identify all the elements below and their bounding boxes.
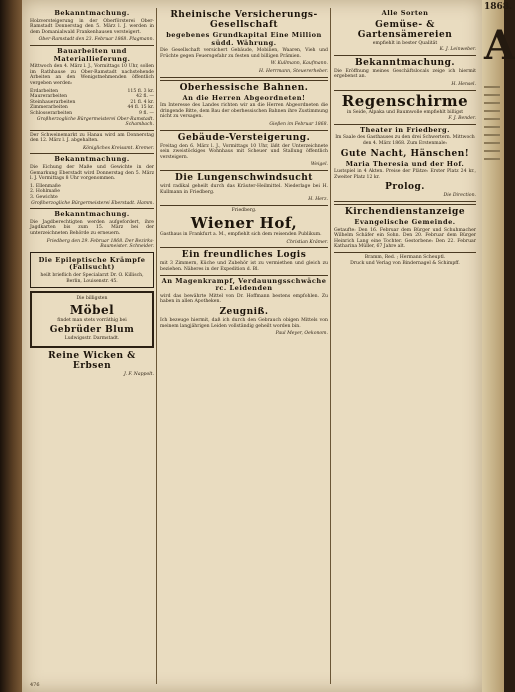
- railway-text: Im Interesse des Landes richten wir an die Herren Abgeordneten die dringende Bitte, dem Bau der oberhessischen Bahnen ihre Zustimmung nicht zu versagen.: [160, 103, 328, 120]
- item-row: 1. Ellenmaße: [30, 183, 61, 189]
- cure-text: wird radikal geheilt durch das Kräuter-Heilmittel. Niederlage bei H. Kullmann in Friedberg.: [160, 183, 328, 195]
- book-binding: [0, 0, 22, 692]
- seeds-seller: K. J. Leinweber.: [439, 47, 476, 53]
- theater-text: Im Saale des Gasthauses zu den drei Schwertern. Mittwoch den 4. März 1868. Zum Erstenmale:: [335, 135, 475, 146]
- auction-signature: Weigel.: [310, 162, 328, 168]
- column-1: [30, 8, 154, 380]
- printer-line: Druck und Verlag von Bindernagel & Schimpff.: [350, 261, 460, 267]
- notice-text: Die Eichung der Maße und Gewichte in der Gemarkung Eberstadt wird Donnerstag den 5. März l. J. Vormittags 8 Uhr vorgenommen.: [30, 165, 154, 182]
- notice-signature: Ober-Ramstadt den 23. Februar 1868. Plagmann.: [38, 37, 154, 43]
- hotel-name: Wiener Hof,: [190, 214, 298, 233]
- divider: [334, 55, 476, 56]
- railway-subheading: An die Herren Abgeordneten!: [182, 93, 306, 102]
- testimonial-signature: Paul Meyer, Oekonom.: [275, 331, 328, 337]
- epilepsy-ad: [30, 252, 154, 288]
- divider: [160, 205, 328, 206]
- next-page-initial: A: [484, 22, 515, 69]
- notice-heading: Bekanntmachung.: [54, 155, 130, 164]
- notice-heading: Bauarbeiten und Materiallieferung.: [53, 46, 131, 63]
- insurance-subtitle: begebenes Grundkapital Eine Million südd. Währung.: [166, 31, 322, 47]
- next-page-edge: [482, 0, 515, 692]
- lodging-text: mit 3 Zimmern, Küche und Zubehör ist zu vermiethen und gleich zu beziehen. Näheres in der Expedition d. Bl.: [160, 261, 328, 273]
- cost-row: Maurerarbeiten 42 fl. —: [30, 94, 154, 100]
- umbrella-seller: F. J. Bender.: [448, 116, 476, 122]
- theater-prologue: Prolog.: [385, 182, 425, 193]
- hotel-text: Gasthaus in Frankfurt a. M., empfiehlt sich dem reisenden Publikum.: [160, 232, 322, 238]
- church-heading: Kirchendienstanzeige: [344, 206, 466, 217]
- next-page-lines: [484, 80, 502, 166]
- insurance-text: Die Gesellschaft versichert Gebäude, Mobilien, Waaren, Vieh und Früchte gegen Feuersgefahr zu festen und billigen Prämien.: [160, 48, 328, 59]
- theater-play-subtitle: Maria Theresia und der Hof.: [345, 159, 465, 168]
- notice-heading: Bekanntmachung.: [354, 57, 456, 68]
- item-list: [30, 184, 154, 201]
- theater-heading: Theater in Friedberg.: [360, 125, 450, 134]
- ad-big-title: Möbel: [69, 302, 115, 317]
- ad-small-text: Die billigsten: [76, 296, 108, 302]
- notice-heading: Bekanntmachung.: [54, 9, 130, 17]
- insurance-agent: W. Kullmann, Kaufmann.: [270, 61, 328, 67]
- cost-row: Erdarbeiten 115 fl. 3 kr.: [30, 88, 154, 94]
- stomach-text: wird das bewährte Mittel von Dr. Hoffmann bestens empfohlen. Zu haben in allen Apotheken.: [160, 293, 328, 305]
- vetch-ad-seller: J. F. Nappolt.: [124, 371, 154, 377]
- editor-line: Bramm, Red. ; Hermann Scheuptl.: [364, 254, 446, 260]
- auction-text: Freitag den 6. März l. J., Vormittags 10 Uhr, läßt der Unterzeichnete sein zweistöckiges Wohnhaus mit Scheuer und Stallung öffentlich versteigern.: [160, 143, 328, 160]
- cure-signature: H. Herz.: [308, 197, 328, 203]
- furniture-ad: [30, 291, 154, 348]
- cost-row: Schlosserarbeiten 9 fl. —: [30, 110, 154, 116]
- umbrella-title: Regenschirme: [341, 91, 469, 110]
- ad-text: heilt brieflich der Specialarzt Dr. O. Killisch, Berlin, Louisenstr. 45.: [40, 272, 144, 284]
- auction-heading: Gebäude-Versteigerung.: [177, 132, 311, 143]
- ad-address: Ludwigsstr. Darmstadt.: [64, 336, 120, 342]
- seeds-text: empfiehlt in bester Qualität: [372, 40, 438, 46]
- seeds-title: Gemüse- & Gartensämereien: [357, 19, 453, 40]
- notice-text: Die Eröffnung meines Geschäftslocals zeige ich hiermit ergebenst an.: [334, 68, 476, 80]
- notice-text: Mittwoch den 4. März l. J., Vormittags 10 Uhr, sollen im Rathhause zu Ober-Ramstadt nachstehende Arbeiten an den Wenigstnehmenden öffentlich vergeben werden:: [30, 64, 154, 86]
- notice-heading: Bekanntmachung.: [54, 210, 130, 219]
- church-subheading: Evangelische Gemeinde.: [354, 217, 456, 226]
- seeds-heading: Alle Sorten: [381, 9, 429, 17]
- cost-table: [30, 89, 154, 117]
- ad-small-text: findet man stets vorräthig bei: [57, 317, 127, 323]
- notice-signature: Großherzogliche Bürgermeisterei Ober-Ramstadt. Schambach.: [36, 116, 154, 128]
- notice-signature: Großherzogliche Bürgermeisterei Eberstadt. Hamm.: [31, 200, 154, 206]
- divider: [160, 247, 328, 248]
- notice-signature: Königliches Kreisamt. Kremer.: [82, 145, 154, 151]
- notice-signature: H. Hensel.: [451, 81, 476, 87]
- notice-signature: Friedberg den 29. Februar 1868. Der Bezirks-Baumeister. Schneider.: [46, 238, 154, 250]
- column-rule-2: [330, 8, 331, 684]
- cure-heading: Die Lungenschwindsucht: [175, 172, 313, 183]
- railway-heading: Oberhessische Bahnen.: [179, 82, 309, 93]
- umbrella-text: in Seide, Alpaka und Baumwolle empfiehlt billigst: [346, 109, 464, 115]
- column-3: [334, 8, 476, 268]
- divider: [30, 45, 154, 46]
- divider: [30, 130, 154, 131]
- divider: [160, 275, 328, 276]
- ad-heading: Die Epileptische Krämpfe (Fallsucht): [38, 255, 146, 272]
- notice-text: Die Jagdberechtigten werden aufgefordert, ihre Jagdkarten bis zum 15. März bei der unterzeichneten Behörde zu erneuern.: [30, 219, 154, 236]
- divider: [160, 130, 328, 131]
- cost-row: Steinhauerarbeiten 21 fl. 4 kr.: [30, 99, 154, 105]
- column-2: [160, 8, 328, 339]
- cost-row: Zimmerarbeiten 44 fl. 15 kr.: [30, 105, 154, 111]
- divider: [30, 208, 154, 209]
- divider: [30, 153, 154, 154]
- notice-text: Der Schweinemarkt zu Hanau wird am Donnerstag den 12. März l. J. abgehalten.: [30, 132, 154, 144]
- item-row: 3. Gewichte: [30, 195, 58, 201]
- insurance-agent-2: H. Herrmann, Steuererheber.: [259, 68, 328, 74]
- insurance-title: Rheinische Versicherungs-Gesellschaft: [170, 10, 318, 30]
- railway-signature: Gießen im Februar 1868.: [269, 121, 328, 127]
- theater-details: Lustspiel in 4 Akten. Preise der Plätze: Erster Platz 24 kr., Zweiter Platz 12 kr.: [334, 169, 476, 180]
- column-rule-1: [156, 8, 157, 684]
- item-row: 2. Hohlmaße: [30, 189, 60, 195]
- divider: [334, 124, 476, 125]
- divider: [334, 201, 476, 205]
- year-label: 1868.: [484, 2, 513, 12]
- hotel-owner: Christian Krämer.: [286, 239, 328, 245]
- page-number: 476: [30, 682, 40, 688]
- vetch-ad-title: Reine Wicken & Erbsen: [48, 350, 136, 371]
- divider: [334, 252, 476, 253]
- divider: [160, 77, 328, 81]
- testimonial-text: Ich bezeuge hiermit, daß ich durch den Gebrauch obigen Mittels von meinem langjährigen Leiden vollständig geheilt worden bin.: [160, 318, 328, 329]
- church-text: Getaufte: Den 16. Februar dem Bürger und Schuhmacher Wilhelm Schäfer ein Sohn. Den 20. Februar dem Bürger Heinrich Lang eine Tochter. Gestorbene: Den 22. Februar Katharina Müller, 67 Jahre alt.: [334, 227, 476, 250]
- testimonial-heading: Zeugniß.: [219, 307, 269, 318]
- divider: [160, 170, 328, 171]
- lodging-heading: Ein freundliches Logis: [181, 250, 307, 261]
- hotel-place: Friedberg.: [231, 207, 257, 213]
- theater-signature: Die Direction.: [443, 193, 476, 199]
- divider: [334, 90, 476, 91]
- ad-company-name: Gebrüder Blum: [49, 325, 135, 336]
- stomach-heading: An Magenkrampf, Verdauungsschwäche rc. Leidenden: [161, 276, 327, 293]
- notice-text: Holzversteigerung in der Oberförsterei Ober-Ramstadt Donnerstag den 5. März l. J. werden in dem Domanialwald Frankenhausen versteigert.: [30, 18, 154, 35]
- theater-play-title: Gute Nacht, Hänschen!: [340, 148, 470, 159]
